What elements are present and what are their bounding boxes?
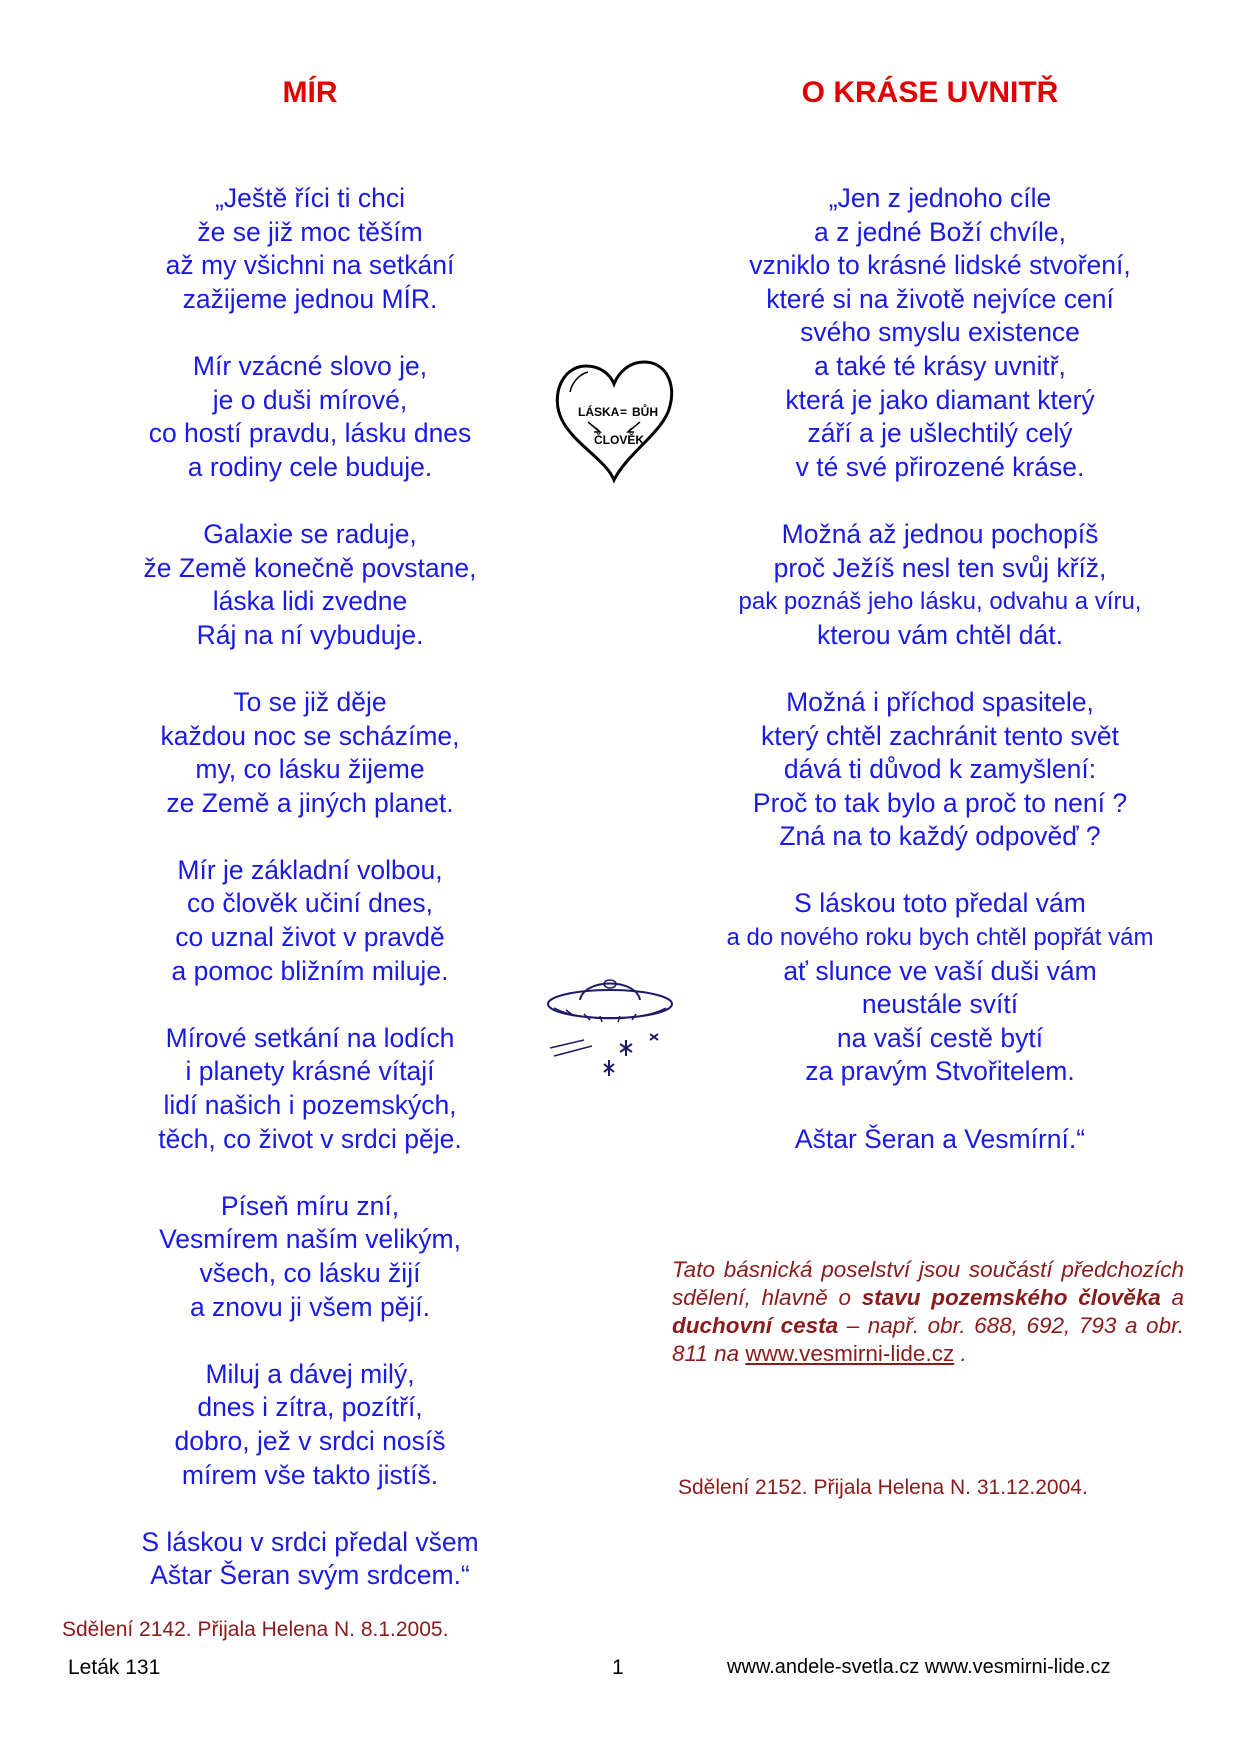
note-bold-stav: stavu pozemského člověka [861,1285,1161,1310]
footer-websites: www.andele-svetla.cz www.vesmirni-lide.cz [727,1656,1111,1678]
stanza-gap [110,988,510,1022]
poem-line: To se již děje [233,686,387,717]
poem-line: je o duši mírové, [212,384,408,415]
poem-line: lidí našich i pozemských, [163,1090,457,1121]
poem-line: proč Ježíš nesl ten svůj kříž, [773,552,1107,583]
heart-text-equals: = [620,405,628,419]
stanza-gap [660,1089,1220,1123]
poem-line: „Jen z jednoho cíle [828,183,1052,213]
poem-line: kterou vám chtěl dát. [817,619,1063,650]
poem-line: co uznal život v pravdě [175,922,445,953]
title-mir: MÍR [282,76,338,109]
stanza-gap [110,1156,510,1190]
poem-line: Ráj na ní vybuduje. [196,619,424,650]
heart-text-laska: LÁSKA [578,405,620,419]
ufo-illustration [540,960,680,1088]
poem-line: Proč to tak bylo a proč to není ? [752,787,1128,818]
poem-line: dává ti důvod k zamyšlení: [783,754,1097,785]
poem-line: že se již moc těším [197,216,423,247]
poem-o-krase-uvnitr [660,182,1220,1156]
note-text-3: – např. obr. 688, 692, 793 a obr. 811 na [672,1313,1184,1366]
poem-line: svého smyslu existence [800,317,1080,348]
stanza-gap [110,1492,510,1526]
poem-line: v té své přirozené kráse. [795,451,1085,482]
poem-line: který chtěl zachránit tento svět [761,720,1119,751]
poem-line: vzniklo to krásné lidské stvoření, [749,250,1131,281]
note-link-vesmirni-lide[interactable]: www.vesmirni-lide.cz [745,1341,955,1366]
poem-line: a také té krásy uvnitř, [814,350,1066,381]
poem-line: za pravým Stvořitelem. [805,1056,1075,1087]
footer-leaflet-number: Leták 131 [68,1656,161,1679]
poem-line: až my všichni na setkání [165,250,455,281]
footer-page-number: 1 [612,1656,624,1679]
heart-text-buh: BŮH [632,405,658,419]
signature-right: Sdělení 2152. Přijala Helena N. 31.12.2004. [678,1476,1088,1499]
poem-line: Galaxie se raduje, [203,518,417,549]
poem-line: dobro, jež v srdci nosíš [174,1425,446,1456]
poem-line: a z jedné Boží chvíle, [814,216,1066,247]
poem-line: S láskou v srdci předal všem [141,1526,479,1557]
poem-line: pak poznáš jeho lásku, odvahu a víru, [738,588,1142,616]
stanza-gap [110,820,510,854]
poem-line: co člověk učiní dnes, [187,888,433,919]
poem-line: které si na životě nejvíce cení [766,283,1114,314]
stanza-gap [660,652,1220,686]
poem-line: S láskou toto předal vám [794,888,1086,919]
stanza-gap [110,652,510,686]
poem-mir [110,182,510,1593]
title-o-krase-uvnitr: O KRÁSE UVNITŘ [801,76,1059,109]
signature-left: Sdělení 2142. Přijala Helena N. 8.1.2005. [62,1618,449,1641]
poem-line: Mír vzácné slovo je, [192,350,428,381]
poem-line: a znovu ji všem pějí. [189,1291,431,1322]
poem-line: všech, co lásku žijí [199,1258,421,1288]
stanza-gap [110,316,510,350]
poem-line: i planety krásné vítají [185,1056,435,1087]
poem-line: která je jako diamant který [785,384,1095,415]
poem-line: Píseň míru zní, [220,1190,400,1221]
ufo-icon [540,960,680,1088]
poem-line: na vaší cestě bytí [836,1022,1044,1053]
poem-line: láska lidi zvedne [212,586,408,617]
explanatory-note [672,1256,1184,1368]
poem-line: Aštar Šeran svým srdcem.“ [150,1560,470,1591]
stanza-gap [110,1324,510,1358]
poem-line: dnes i zítra, pozítří, [197,1392,423,1423]
note-text-2: a [1160,1285,1184,1310]
note-text-4: . [954,1341,967,1366]
poem-line: my, co lásku žijeme [195,754,425,785]
poem-line: mírem vše takto jistíš. [181,1459,439,1490]
poem-line: a do nového roku bych chtěl popřát vám [726,924,1154,952]
poem-line: Miluj a dávej milý, [205,1358,415,1389]
heart-illustration [548,352,680,484]
poem-line: Aštar Šeran a Vesmírní.“ [794,1123,1086,1154]
poem-line: Vesmírem naším velikým, [159,1224,461,1255]
poem-line: a pomoc bližním miluje. [171,955,449,986]
poem-line: „Ještě říci ti chci [215,183,405,213]
poem-line: Možná až jednou pochopíš [781,518,1099,549]
poem-line: Mírové setkání na lodích [165,1022,455,1053]
poem-line: neustále svítí [861,989,1019,1020]
poem-line: a rodiny cele buduje. [187,451,433,482]
stanza-gap [110,484,510,518]
poem-line: Mír je základní volbou, [177,854,443,885]
poem-line: zažijeme jednou MÍR. [182,283,438,314]
poem-line: Možná i příchod spasitele, [786,686,1094,717]
poem-line: že Země konečně povstane, [143,552,477,583]
poem-line: září a je ušlechtilý celý [807,418,1073,449]
poem-line: co hostí pravdu, lásku dnes [148,418,472,449]
poem-line: Zná na to každý odpověď ? [779,821,1101,852]
poem-line: těch, co život v srdci pěje. [158,1123,462,1154]
heart-text-clovek: ČLOVĚK [594,433,645,447]
stanza-gap [660,484,1220,518]
poem-line: každou noc se scházíme, [160,720,460,751]
note-bold-cesta: duchovní cesta [672,1313,839,1338]
stanza-gap [660,854,1220,888]
heart-icon [548,352,680,484]
poem-line: ze Země a jiných planet. [166,787,454,818]
poem-line: ať slunce ve vaší duši vám [783,955,1097,986]
note-text-1: Tato básnická poselství jsou součástí předchozích sdělení, hlavně o [672,1257,1184,1310]
